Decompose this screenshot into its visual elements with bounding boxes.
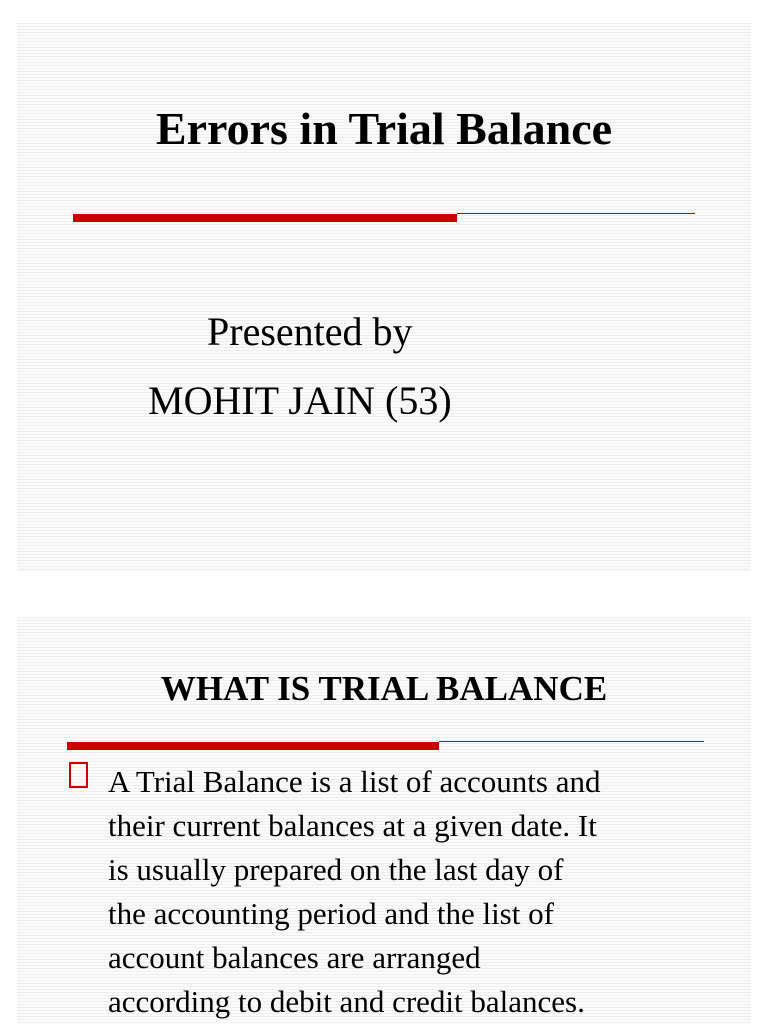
square-bullet-icon: [69, 762, 88, 788]
definition-line: A Trial Balance is a list of accounts and: [108, 764, 601, 799]
presenter-name: MOHIT JAIN (53): [148, 378, 452, 423]
definition-line: the accounting period and the list of: [108, 896, 554, 931]
slide-definition-heading: WHAT IS TRIAL BALANCE: [160, 669, 608, 708]
definition-text: [108, 760, 728, 1024]
title-underline-thick: [73, 214, 457, 222]
heading-underline-thin: [439, 741, 704, 742]
slide-title: [17, 23, 751, 572]
definition-line: their current balances at a given date. It: [108, 808, 597, 843]
presented-by-label: Presented by: [207, 309, 413, 354]
slide-definition: [17, 617, 751, 1024]
definition-line: account balances are arranged: [108, 940, 481, 975]
title-underline-thin: [457, 213, 695, 214]
definition-line: is usually prepared on the last day of: [108, 852, 564, 887]
slide-title-heading: Errors in Trial Balance: [155, 103, 613, 154]
heading-underline-thick: [67, 742, 439, 750]
definition-line: according to debit and credit balances.: [108, 984, 585, 1019]
